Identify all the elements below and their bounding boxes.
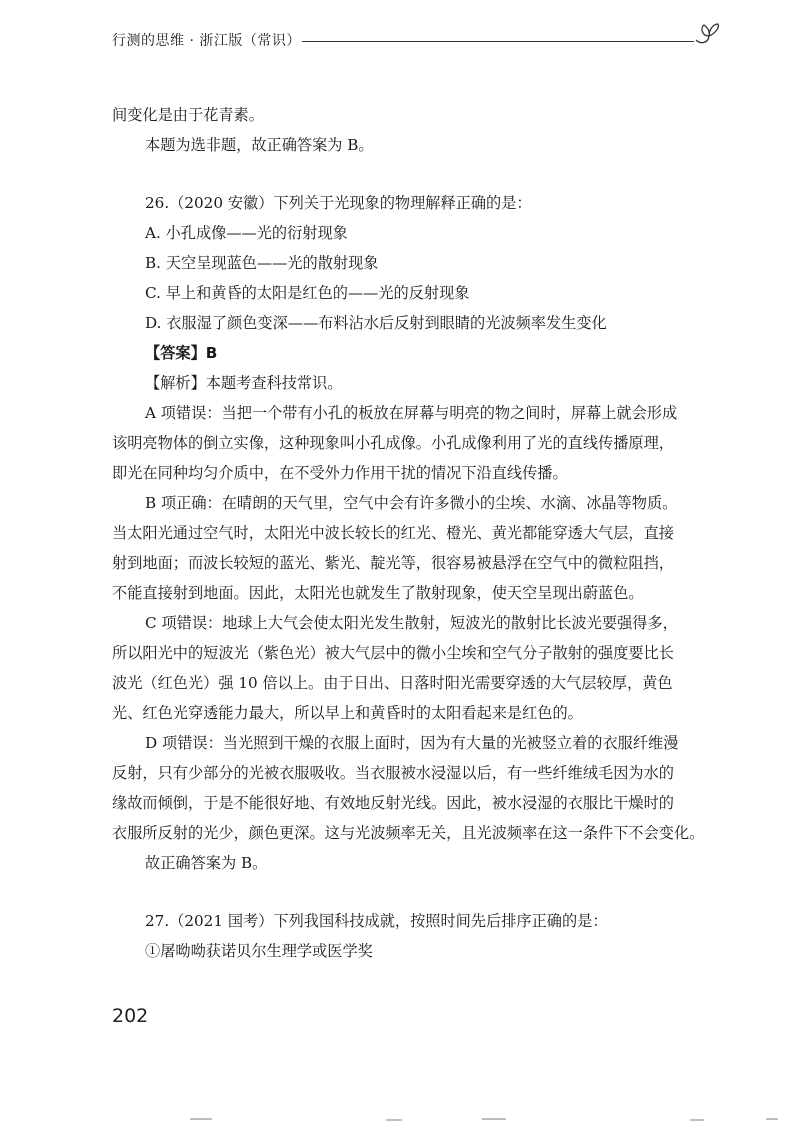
option-d: D. 衣服湿了颜色变深——布料沾水后反射到眼睛的光波频率发生变化 [145,314,607,332]
text-line: 该明亮物体的倒立实像，这种现象叫小孔成像。小孔成像利用了光的直线传播原理， [112,434,674,452]
running-header [112,28,722,58]
text-line: ①屠呦呦获诺贝尔生理学或医学奖 [145,942,373,960]
text-line: 所以阳光中的短波光（紫色光）被大气层中的微小尘埃和空气分子散射的强度要比长 [112,644,674,662]
scan-artifact [190,1118,212,1120]
answer-label: 【答案】B [145,344,218,362]
sprout-icon [694,22,724,48]
text-line: 故正确答案为 B。 [145,854,268,872]
analysis-label: 【解析】本题考查科技常识。 [145,374,343,392]
text-line: B 项正确：在晴朗的天气里，空气中会有许多微小的尘埃、水滴、冰晶等物质。 [145,494,678,512]
scan-artifact [690,1119,704,1121]
text-line: 衣服所反射的光少，颜色更深。这与光波频率无关，且光波频率在这一条件下不会变化。 [112,824,705,842]
paragraph-gap [112,160,712,188]
header-title: 行测的思维 · 浙江版（常识） [112,33,301,49]
text-line: 缘故而倾倒，于是不能很好地、有效地反射光线。因此，被水浸湿的衣服比干燥时的 [112,794,674,812]
page-number: 202 [112,1005,149,1027]
text-line: A 项错误：当把一个带有小孔的板放在屏幕与明亮的物之间时，屏幕上就会形成 [145,404,678,422]
scan-artifact [386,1119,402,1121]
option-b: B. 天空呈现蓝色——光的散射现象 [145,254,379,272]
scan-artifact [482,1118,506,1120]
page-body [112,100,712,966]
text-line: 不能直接射到地面。因此，太阳光也就发生了散射现象，使天空呈现出蔚蓝色。 [112,584,644,602]
text-line: 反射，只有少部分的光被衣服吸收。当衣服被水浸湿以后，有一些纤维绒毛因为水的 [112,764,674,782]
text-line: D 项错误：当光照到干燥的衣服上面时，因为有大量的光被竖立着的衣服纤维漫 [145,734,679,752]
scan-artifact [766,1118,778,1120]
text-line: 即光在同种均匀介质中，在不受外力作用干扰的情况下沿直线传播。 [112,464,568,482]
text-line: 间变化是由于花青素。 [112,106,264,124]
text-line: 光、红色光穿透能力最大，所以早上和黄昏时的太阳看起来是红色的。 [112,704,583,722]
option-c: C. 早上和黄昏的太阳是红色的——光的反射现象 [145,284,470,302]
text-line: 本题为选非题，故正确答案为 B。 [145,136,374,154]
text-line: 射到地面；而波长较短的蓝光、紫光、靛光等，很容易被悬浮在空气中的微粒阻挡， [112,554,674,572]
question-stem: 26.（2020 安徽）下列关于光现象的物理解释正确的是： [145,194,532,212]
paragraph-gap [112,878,712,906]
option-a: A. 小孔成像——光的衍射现象 [145,224,348,242]
question-stem: 27.（2021 国考）下列我国科技成就，按照时间先后排序正确的是： [145,912,608,930]
text-line: 当太阳光通过空气时，太阳光中波长较长的红光、橙光、黄光都能穿透大气层，直接 [112,524,674,542]
header-rule [302,41,694,42]
text-line: 波光（红色光）强 10 倍以上。由于日出、日落时阳光需要穿透的大气层较厚，黄色 [112,674,673,692]
text-line: C 项错误：地球上大气会使太阳光发生散射，短波光的散射比长波光要强得多， [145,614,678,632]
